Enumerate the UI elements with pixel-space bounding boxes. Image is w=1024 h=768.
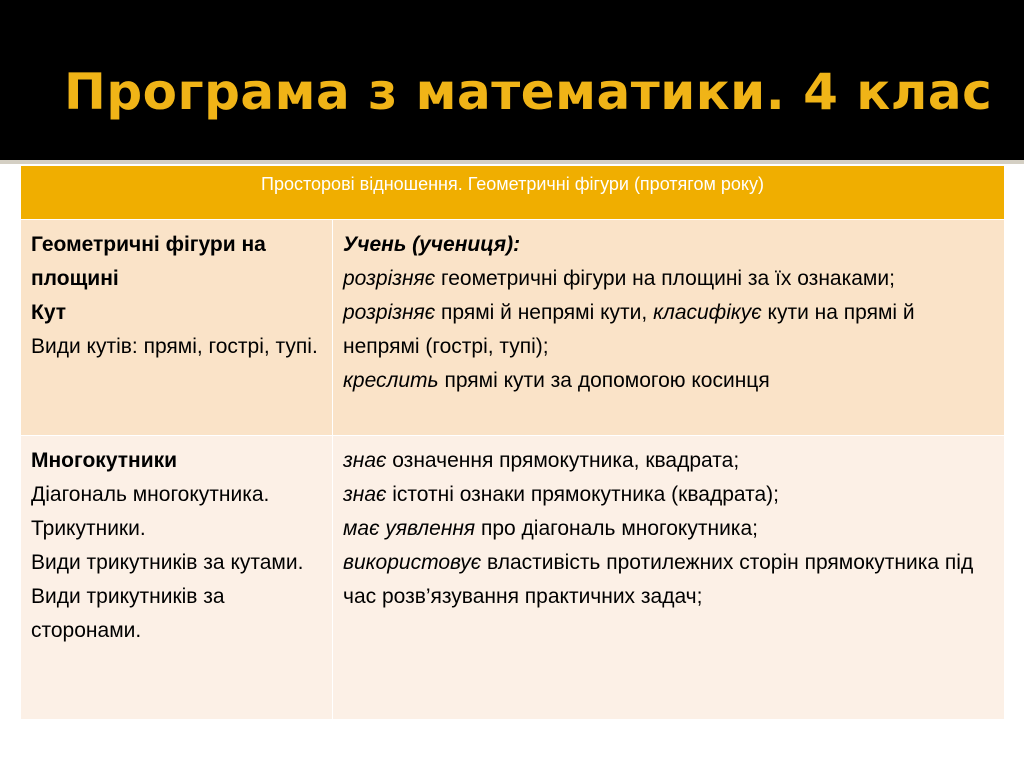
outcome-verb: знає <box>343 483 387 506</box>
topic-text: Діагональ многокутника. <box>31 483 270 506</box>
outcome-line <box>343 262 994 296</box>
outcome-line <box>343 444 994 478</box>
table-row <box>21 436 1005 720</box>
topic-cell <box>21 436 333 720</box>
outcome-verb: знає <box>343 449 387 472</box>
topic-text: Види кутів: прямі, гострі, тупі. <box>31 335 318 358</box>
table-header-row <box>21 166 1005 220</box>
outcome-verb: розрізняє <box>343 267 436 290</box>
table-header: Просторові відношення. Геометричні фігури (протягом року) <box>21 166 1005 220</box>
outcome-text: істотні ознаки прямокутника (квадрата); <box>386 483 779 506</box>
outcome-text: кути на прямі й непрямі (гострі, тупі); <box>343 301 915 358</box>
outcome-text: про діагональ многокутника; <box>475 517 758 540</box>
topic-text: Види трикутників за кутами. <box>31 551 304 574</box>
slide-title: Програма з математики. 4 клас <box>64 63 993 121</box>
topic-text: Трикутники. <box>31 517 146 540</box>
outcomes-cell <box>333 436 1005 720</box>
outcome-line <box>343 296 994 364</box>
curriculum-table <box>20 165 1005 720</box>
topic-cell <box>21 220 333 436</box>
outcome-verb: має уявлення <box>343 517 476 540</box>
outcome-verb: класифікує <box>653 301 762 324</box>
outcome-text: прямі й непрямі кути, <box>435 301 654 324</box>
outcome-line <box>343 364 994 398</box>
outcome-line <box>343 478 994 512</box>
outcome-verb: розрізняє <box>343 301 436 324</box>
outcomes-cell <box>333 220 1005 436</box>
outcome-line <box>343 512 994 546</box>
outcome-text: прямі кути за допомогою косинця <box>438 369 770 392</box>
outcome-verb: використовує <box>343 551 482 574</box>
title-band <box>0 0 1024 160</box>
topic-title: Многокутники <box>31 449 178 472</box>
table-row <box>21 220 1005 436</box>
topic-subtitle: Кут <box>31 301 67 324</box>
outcome-text: означення прямокутника, квадрата; <box>386 449 740 472</box>
topic-text: Види трикутників за сторонами. <box>31 585 225 642</box>
outcomes-heading: Учень (учениця): <box>343 233 521 256</box>
outcome-verb: креслить <box>343 369 439 392</box>
outcome-line <box>343 546 994 614</box>
outcome-text: геометричні фігури на площині за їх ознаками; <box>435 267 895 290</box>
outcome-text: властивість протилежних сторін прямокутника під час розв’язування практичних задач; <box>343 551 974 608</box>
topic-title: Геометричні фігури на площині <box>31 233 266 290</box>
